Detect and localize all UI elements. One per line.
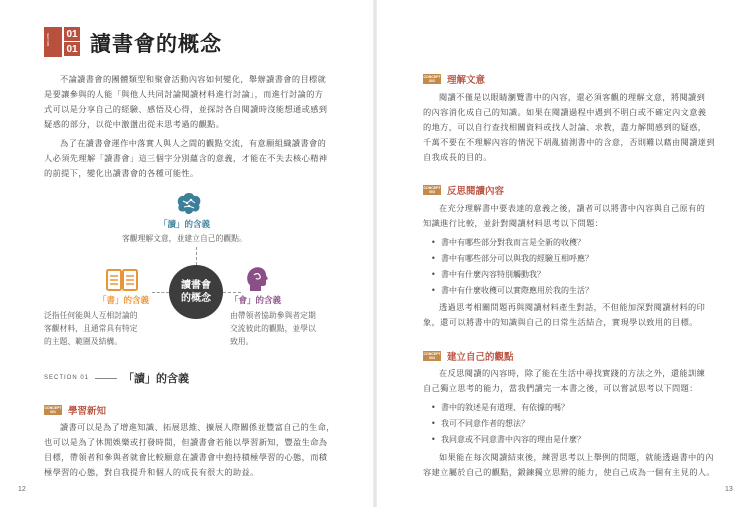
list-item: • 書中的敘述是有道理、有依據的嗎？ xyxy=(431,400,585,416)
head-speaking-icon xyxy=(244,265,272,293)
badge-text: CONCEPT xyxy=(423,75,441,79)
line: 如果能在每次閱讀結束後，練習思考以上舉例的問題，就能透過書中的內 xyxy=(439,452,714,462)
understanding-paragraph xyxy=(423,90,723,165)
badge-text: CONCEPT xyxy=(423,186,441,190)
concept-badge xyxy=(423,74,441,84)
viewpoint-conclusion xyxy=(423,450,723,480)
line: 交流彼此的觀點，並學以 xyxy=(230,324,316,333)
badge-text: CONCEPT xyxy=(423,352,441,356)
center-line-2: 的概念 xyxy=(181,293,211,304)
line: 的內容消化成自己的知識。如果在閱讀過程中遇到不明白或不確定內文意義 xyxy=(423,107,707,117)
line: 自己獨立思考的能力，當我們讀完一本書之後，可以嘗試思考以下問題： xyxy=(423,383,698,393)
list-item: • 書中有什麼收穫可以實際應用於我的生活？ xyxy=(431,283,593,299)
list-item: • 我同意或不同意書中內容的理由是什麼？ xyxy=(431,432,585,448)
line: 極學習的心態，對自我提升和個人的成長有很大的助益。 xyxy=(44,467,259,477)
section-tab xyxy=(44,27,62,57)
right-page xyxy=(375,0,750,507)
line: 在反思閱讀的內容時，除了能在生活中尋找實踐的方法之外，還能訓練 xyxy=(439,368,706,378)
subheading-title: 建立自己的觀點 xyxy=(447,352,514,363)
line: 透過思考相關問題再與閱讀材料產生對話，不但能加深對閱讀材料的印 xyxy=(439,302,706,312)
line: 的地方，可以自行查找相關資料或找人討論、求教，盡力解開感到的疑惑， xyxy=(423,122,707,132)
connector-left xyxy=(152,292,169,293)
intro-paragraph-1 xyxy=(44,72,344,132)
line: 客觀材料，且通常具有特定 xyxy=(44,324,138,333)
section-number-bottom: 01 xyxy=(64,42,80,57)
intro-paragraph-2 xyxy=(44,136,344,181)
left-label: 「書」的含義 xyxy=(98,296,150,306)
concept-badge xyxy=(423,185,441,195)
section-number-top: 01 xyxy=(64,27,80,42)
reflection-questions xyxy=(431,235,593,299)
subheading-002 xyxy=(423,72,485,86)
section-tab-text: SECTION xyxy=(46,33,50,47)
line: 的前提下，變化出讀書會的各種可能性。 xyxy=(44,168,199,178)
line: 由帶領者協助參與者定期 xyxy=(230,311,316,320)
line: 為了在讀書會運作中落實人與人之間的觀點交流，有意願組織讀書會的 xyxy=(60,138,327,148)
page-number-right: 13 xyxy=(725,486,733,493)
section-divider xyxy=(95,378,117,379)
line: 自我成長的目的。 xyxy=(423,152,492,162)
line: 是要讓參與的人能「與他人共同討論閱讀材料進行討論」，而進行討論的方 xyxy=(44,89,324,99)
top-label: 「讀」的含義 xyxy=(159,220,211,230)
badge-number: 003 xyxy=(429,190,435,194)
learning-paragraph xyxy=(44,420,344,480)
line: 讀書可以是為了增進知識、拓展思維、擴展人際關係並豐富自己的生命， xyxy=(60,422,335,432)
badge-number: 002 xyxy=(429,79,435,83)
right-label: 「會」的含義 xyxy=(230,296,282,306)
line: 也可以是為了休閒娛樂或打發時間，但讀書會若能以學習新知，豐盈生命為 xyxy=(44,437,328,447)
line: 象，還可以將書中的知識與自己的日常生活結合，實現學以致用的目標。 xyxy=(423,317,698,327)
line: 疑惑的部分，以從中激盪出從未思考過的觀點。 xyxy=(44,119,225,129)
line: 不論讀書會的團體類型和聚會活動內容如何變化，舉辦讀書會的目標就 xyxy=(60,74,327,84)
reflection-conclusion xyxy=(423,300,723,330)
line: 知識進行比較，並針對閱讀材料思考以下問題： xyxy=(423,218,604,228)
subheading-title: 學習新知 xyxy=(68,406,107,417)
line: 在充分理解書中要表達的意義之後，讀者可以將書中內容與自己原有的 xyxy=(439,203,706,213)
page-number-left: 12 xyxy=(18,486,26,493)
subheading-003 xyxy=(423,183,504,197)
line: 式可以是分享自己的經驗、感悟及心得，並探討各自閱讀時沒能想通或感到 xyxy=(44,104,328,114)
concept-diagram xyxy=(44,185,344,355)
list-item: • 書中有哪些部分對我而言是全新的收穫？ xyxy=(431,235,593,251)
line: 的主題、範圍及結構。 xyxy=(44,337,122,346)
viewpoint-paragraph xyxy=(423,366,723,396)
page-title: 讀書會的概念 xyxy=(90,31,222,56)
center-line-1: 讀書會 xyxy=(181,280,211,291)
connector-top xyxy=(196,247,197,265)
subheading-title: 反思閱讀內容 xyxy=(447,186,505,197)
subheading-004 xyxy=(423,349,514,363)
line: 容建立屬於自己的觀點，鍛鍊獨立思辨的能力，使自己成為一個有主見的人。 xyxy=(423,467,715,477)
subheading-001 xyxy=(44,403,106,417)
line: 目標，帶領者和參與者就會比較願意在讀書會中抱持積極學習的心態，而積 xyxy=(44,452,328,462)
badge-number: 004 xyxy=(429,356,435,360)
section-01-heading xyxy=(44,370,189,386)
left-description xyxy=(44,309,138,348)
book-icon xyxy=(106,268,138,292)
section-number xyxy=(64,27,80,57)
line: 閱讀不僅是以眼睛瀏覽書中的內容，還必須客觀的理解文意，將閱讀到 xyxy=(439,92,706,102)
connector-right xyxy=(223,292,241,293)
viewpoint-questions xyxy=(431,400,585,448)
line: 千萬不要在不理解內容的情況下胡亂猜測書中的含意，否則難以藉由閱讀達到 xyxy=(423,137,715,147)
badge-text: CONCEPT xyxy=(44,406,62,410)
line: 致用。 xyxy=(230,337,254,346)
badge-number: 001 xyxy=(50,410,56,414)
center-circle xyxy=(169,265,223,319)
brain-icon xyxy=(174,191,204,217)
list-item: • 我可不同意作者的想法？ xyxy=(431,416,585,432)
concept-badge xyxy=(44,405,62,415)
section-label: SECTION 01 xyxy=(44,375,90,381)
reflection-paragraph xyxy=(423,201,723,231)
concept-badge xyxy=(423,351,441,361)
subheading-title: 理解文意 xyxy=(447,75,486,86)
line: 泛指任何能與人互相討論的 xyxy=(44,311,138,320)
list-item: • 書中有什麼內容特別觸動我？ xyxy=(431,267,593,283)
line: 人必須先理解「讀書會」這三個字分別蘊含的意義，才能在不失去核心精神 xyxy=(44,153,328,163)
list-item: • 書中有哪些部分可以與我的經驗互相呼應？ xyxy=(431,251,593,267)
section-title: 「讀」的含義 xyxy=(123,372,190,385)
right-description xyxy=(230,309,316,348)
top-description: 客觀理解文意，並建立自己的觀點。 xyxy=(122,234,247,243)
